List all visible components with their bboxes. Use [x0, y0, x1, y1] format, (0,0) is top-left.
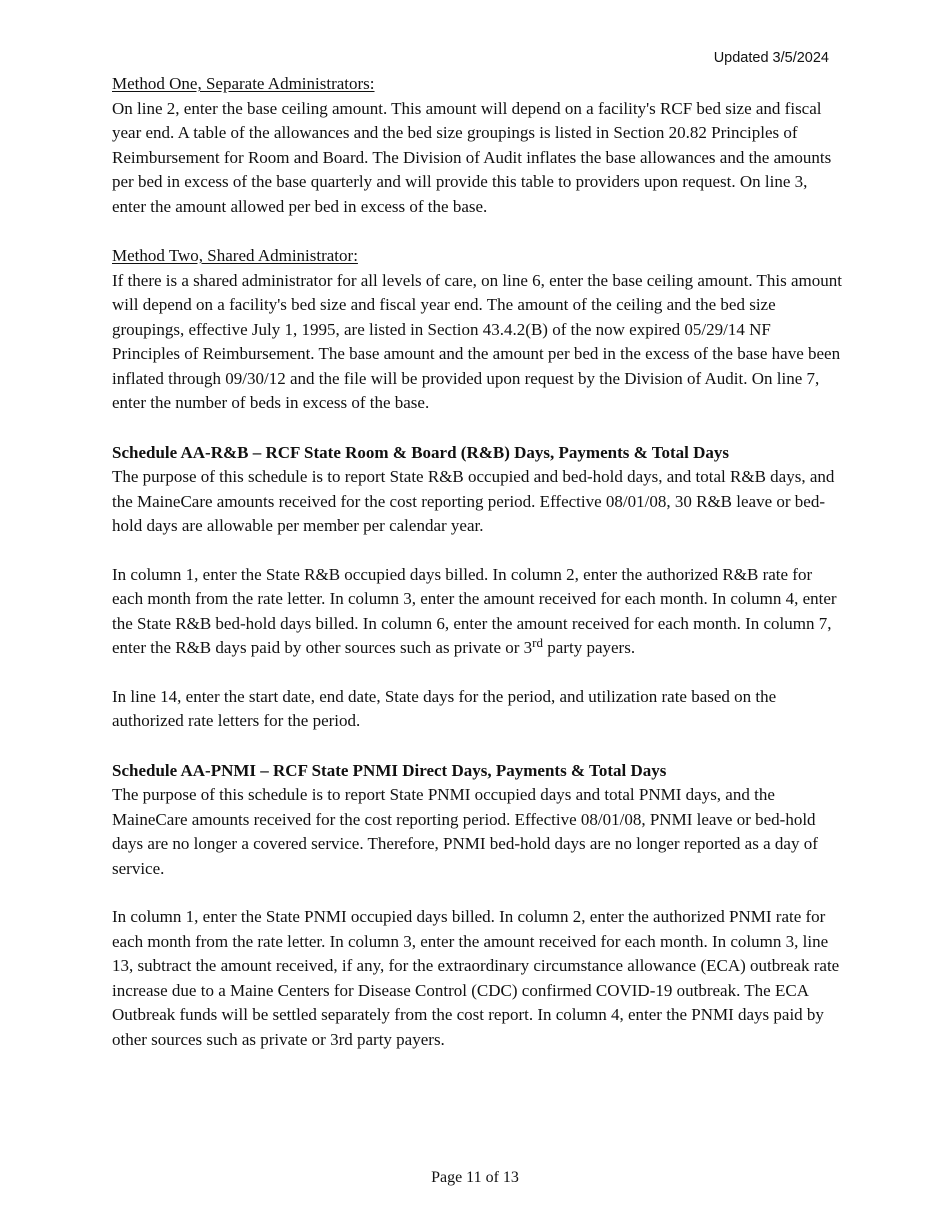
schedule-pnmi-columns: In column 1, enter the State PNMI occupied days billed. In column 2, enter the authorized PNMI rate for each month from the rate letter. In column 3, enter the amount received for each month. In column 3, line 13, subtract the amount received, if any, for the extraordinary circumstance allowance (ECA) outbreak rate increase due to a Maine Centers for Disease Control (CDC) confirmed COVID-19 outbreak. The ECA Outbreak funds will be settled separately from the cost report. In column 4, enter the PNMI days paid by other sources such as private or 3rd party payers.: [112, 907, 840, 1049]
schedule-rb-line14: In line 14, enter the start date, end date, State days for the period, and utilization rate based on the authorized rate letters for the period.: [112, 686, 777, 730]
schedule-rb-heading: Schedule AA-R&B – RCF State Room & Board (R&B) Days, Payments & Total Days: [112, 442, 730, 462]
document-body: [112, 72, 842, 1077]
schedule-rb-columns-end: party payers.: [543, 638, 636, 657]
updated-date: Updated 3/5/2024: [713, 50, 829, 66]
method-two-section: [112, 244, 842, 416]
schedule-pnmi-section: [112, 759, 842, 1053]
schedule-rb-section: [112, 441, 842, 734]
method-one-text: On line 2, enter the base ceiling amount. This amount will depend on a facility's RCF bed size and fiscal year end. A table of the allowances and the bed size groupings is listed in Section 20.82 Principles of Reimbursement for Room and Board. The Division of Audit inflates the base allowances and the amounts per bed in excess of the base quarterly and will provide this table to providers upon request. On line 3, enter the amount allowed per bed in excess of the base.: [112, 98, 832, 216]
method-one-section: [112, 72, 842, 219]
method-two-heading: Method Two, Shared Administrator:: [112, 246, 358, 265]
page-number: Page 11 of 13: [431, 1169, 519, 1186]
ordinal-suffix: rd: [532, 635, 544, 650]
schedule-pnmi-heading: Schedule AA-PNMI – RCF State PNMI Direct Days, Payments & Total Days: [112, 760, 667, 780]
schedule-rb-purpose: The purpose of this schedule is to report State R&B occupied and bed-hold days, and total R&B days, and the MaineCare amounts received for the cost reporting period. Effective 08/01/08, 30 R&B leave or bed- hold days are allowable per member per calendar year.: [112, 467, 835, 535]
method-two-text: If there is a shared administrator for all levels of care, on line 6, enter the base ceiling amount. This amount will depend on a facility's bed size and fiscal year end. The amount of the ceiling and the bed size groupings, effective July 1, 1995, are listed in Section 43.4.2(B) of the now expired 05/29/14 NF Principles of Reimbursement. The base amount and the amount per bed in the excess of the base have been inflated through 09/30/12 and the file will be provided upon request by the Division of Audit. On line 7, enter the number of beds in excess of the base.: [112, 270, 842, 412]
schedule-rb-columns-text: In column 1, enter the State R&B occupied days billed. In column 2, enter the authorized R&B rate for each month from the rate letter. In column 3, enter the amount received for each month. In column 4, enter the State R&B bed-hold days billed. In column 6, enter the amount received for each month. In column 7, enter the R&B days paid by other sources such as private or 3: [112, 564, 837, 657]
method-one-heading: Method One, Separate Administrators:: [112, 74, 375, 93]
schedule-pnmi-purpose: The purpose of this schedule is to report State PNMI occupied days and total PNMI days, and the MaineCare amounts received for the cost reporting period. Effective 08/01/08, PNMI leave or bed-hold days are no longer a covered service. Therefore, PNMI bed-hold days are no longer reported as a day of service.: [112, 785, 818, 878]
schedule-rb-columns: [112, 563, 842, 661]
